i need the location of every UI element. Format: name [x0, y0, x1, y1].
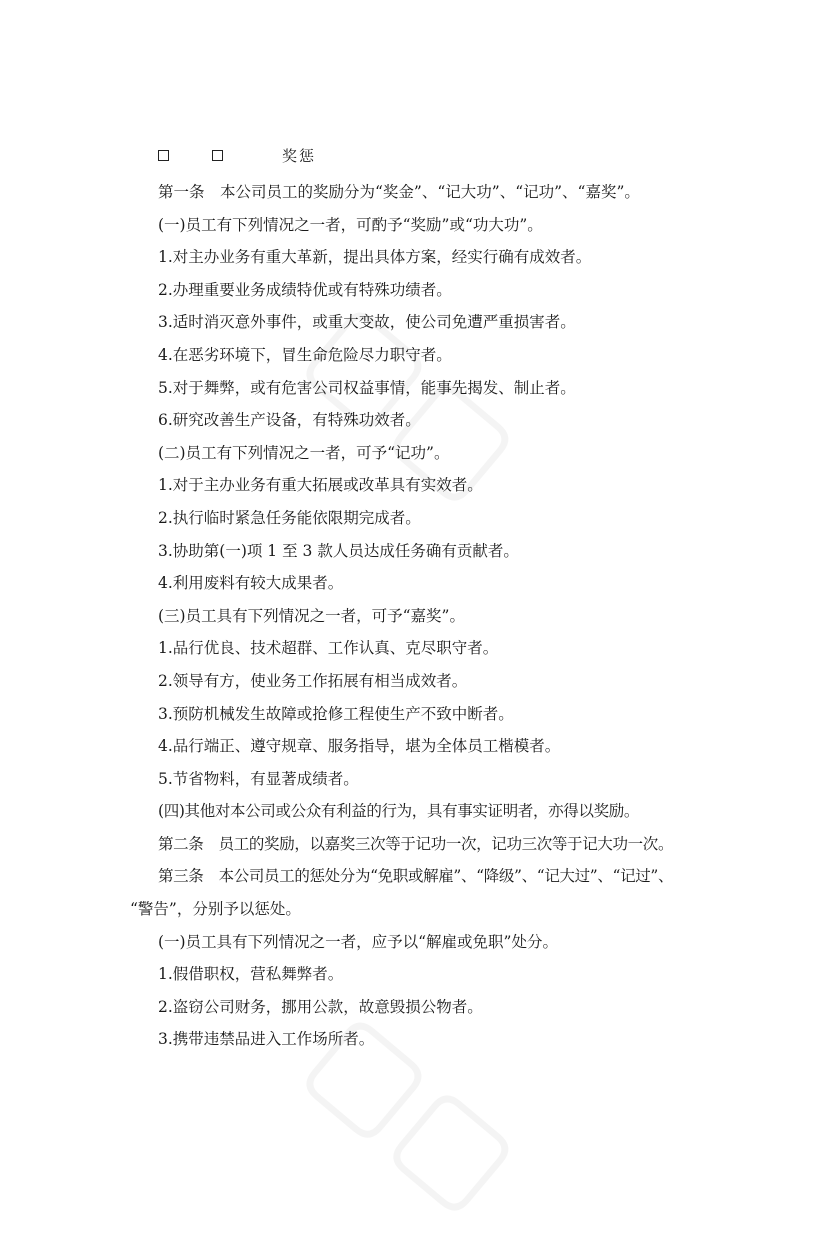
article-3: 第三条 本公司员工的惩处分为“免职或解雇”、“降级”、“记大过”、“记过”、 [158, 867, 674, 886]
list-item: 3.适时消灭意外事件，或重大变故，使公司免遭严重损害者。 [158, 313, 576, 332]
article-1: 第一条 本公司员工的奖励分为“奖金”、“记大功”、“记功”、“嘉奖”。 [158, 183, 640, 201]
list-item: 2.办理重要业务成绩特优或有特殊功绩者。 [158, 280, 452, 299]
list-item: 4.在恶劣环境下，冒生命危险尽力职守者。 [158, 345, 452, 364]
list-item: 3.预防机械发生故障或抢修工程使生产不致中断者。 [158, 704, 514, 723]
checkbox-square-icon [212, 150, 223, 161]
list-item: 3.协助第(一)项 1 至 3 款人员达成任务确有贡献者。 [158, 541, 519, 560]
list-item: 1.假借职权，营私舞弊者。 [158, 965, 344, 984]
clause-heading: (一)员工有下列情况之一者，可酌予“奖励”或“功大功”。 [158, 215, 543, 234]
list-item: 5.节省物料，有显著成绩者。 [158, 769, 359, 788]
checkbox-square-icon [158, 150, 169, 161]
document-body [0, 176, 830, 1056]
list-item: 4.利用废料有较大成果者。 [158, 574, 344, 593]
list-item: 1.对主办业务有重大革新，提出具体方案，经实行确有成效者。 [158, 248, 592, 267]
list-item: 4.品行端正、遵守规章、服务指导，堪为全体员工楷模者。 [158, 737, 561, 756]
list-item: 1.对于主办业务有重大拓展或改革具有实效者。 [158, 476, 483, 495]
list-item: 2.执行临时紧急任务能依限期完成者。 [158, 508, 421, 527]
article-2: 第二条 员工的奖励，以嘉奖三次等于记功一次，记功三次等于记大功一次。 [158, 834, 674, 853]
list-item: 3.携带违禁品进入工作场所者。 [158, 1030, 375, 1049]
list-item: 2.盗窃公司财务，挪用公款，故意毁损公物者。 [158, 997, 483, 1016]
clause-heading: (三)员工具有下列情况之一者，可予“嘉奖”。 [158, 606, 465, 625]
list-item: 2.领导有方，使业务工作拓展有相当成效者。 [158, 671, 468, 690]
clause-heading: (一)员工具有下列情况之一者，应予以“解雇或免职”处分。 [158, 932, 558, 951]
list-item: 1.品行优良、技术超群、工作认真、克尽职守者。 [158, 639, 499, 658]
list-item: 5.对于舞弊，或有危害公司权益事情，能事先揭发、制止者。 [158, 378, 576, 397]
list-item: 6.研究改善生产设备，有特殊功效者。 [158, 411, 421, 430]
clause-heading: (二)员工有下列情况之一者，可予“记功”。 [158, 443, 450, 462]
article-3-continuation: “警告”，分别予以惩处。 [130, 900, 301, 919]
clause-heading: (四)其他对本公司或公众有利益的行为，具有事实证明者，亦得以奖励。 [158, 802, 640, 821]
section-title: 奖惩 [282, 147, 317, 165]
